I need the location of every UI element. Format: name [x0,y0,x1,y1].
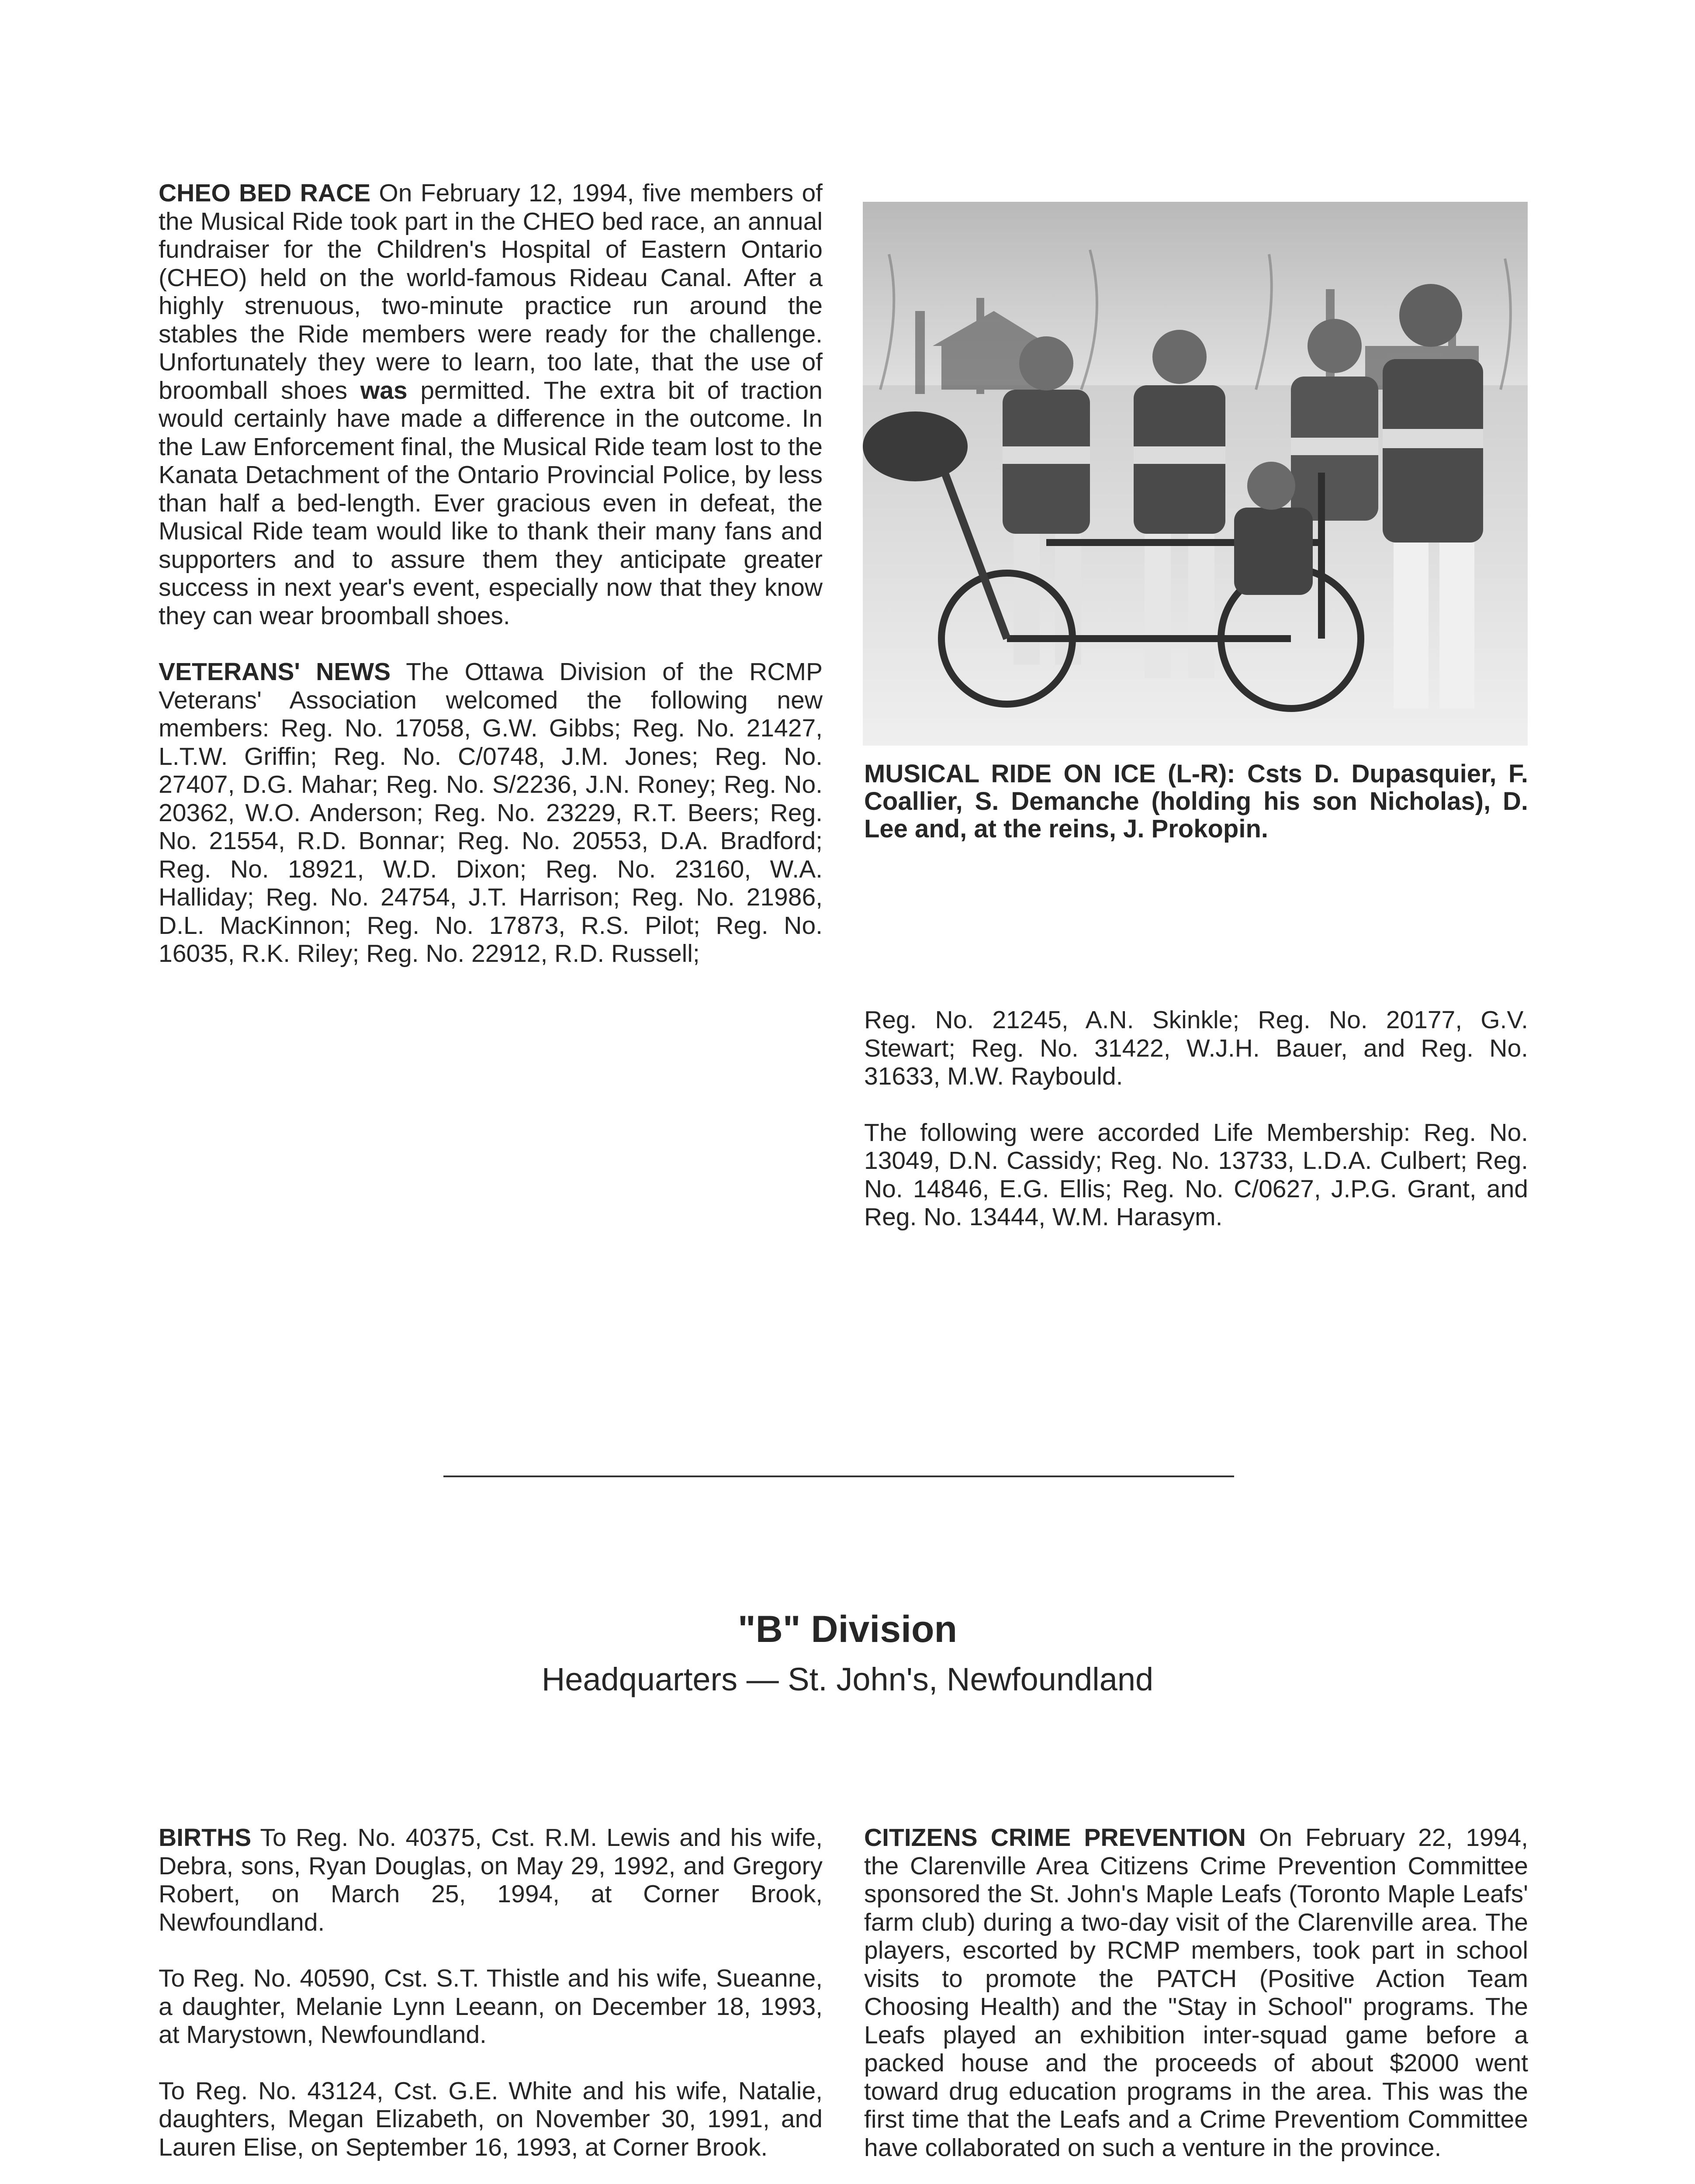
crime-prevention-body: On February 22, 1994, the Clarenville Area Citizens Crime Prevention Committee sponsored the St. John's Maple Leafs (Toronto Maple Leafs' farm club) during a two-day visit of the Clarenville area. The players, escorted by RCMP members, took part in school visits to promote the PATCH (Positive Action Team Choosing Health) and the "Stay in School" programs. The Leafs played an exhibition inter-squad game before a packed house and the proceeds of about $2000 went toward drug education programs in the area. This was the first time that the Leafs and a Crime Preventiom Committee have collaborated on such a venture in the province. [864,1824,1528,2162]
photo-caption: MUSICAL RIDE ON ICE (L-R): Csts D. Dupasquier, F. Coallier, S. Demanche (holding his son Nicholas), D. Lee and, at the reins, J. Prokopin. [864,760,1528,843]
births-body-1: To Reg. No. 40375, Cst. R.M. Lewis and his wife, Debra, sons, Ryan Douglas, on May 29, 1992, and Gregory Robert, on March 25, 1994, at Corner Brook, Newfoundland. [159,1824,823,1936]
musical-ride-photo [863,202,1528,746]
crime-prevention-heading: CITIZENS CRIME PREVENTION [864,1824,1246,1852]
veterans-news-paragraph [159,658,823,968]
division-subtitle: Headquarters — St. John's, Newfoundland [541,1661,1154,1697]
members-continued-paragraph: Reg. No. 21245, A.N. Skinkle; Reg. No. 20177, G.V. Stewart; Reg. No. 31422, W.J.H. Bauer, and Reg. No. 31633, M.W. Raybould. [864,1006,1528,1090]
cheo-body: On February 12, 1994, five members of the Musical Ride took part in the CHEO bed race, an annual fundraiser for the Children's Hospital of Eastern Ontario (CHEO) held on the world-famous Rideau Canal. After a highly strenuous, two-minute practice run around the stables the Ride members were ready for the challenge. Unfortunately they were to learn, too late, that the use of broomball shoes [159,179,823,404]
left-column-bottom [159,1824,823,2161]
left-column-top [159,179,823,968]
births-heading: BIRTHS [159,1824,252,1852]
cheo-emphasis: was [360,376,408,404]
right-column-bottom [864,1824,1528,2162]
right-column-top [864,1006,1528,1231]
births-paragraph-1 [159,1824,823,1936]
crime-prevention-paragraph [864,1824,1528,2162]
veterans-body: The Ottawa Division of the RCMP Veterans' Association welcomed the following new members: Reg. No. 17058, G.W. Gibbs; Reg. No. 21427, L.T.W. Griffin; Reg. No. C/0748, J.M. Jones; Reg. No. 27407, D.G. Mahar; Reg. No. S/2236, J.N. Roney; Reg. No. 20362, W.O. Anderson; Reg. No. 23229, R.T. Beers; Reg. No. 21554, R.D. Bonnar; Reg. No. 20553, D.A. Bradford; Reg. No. 18921, W.D. Dixon; Reg. No. 23160, W.A. Halliday; Reg. No. 24754, J.T. Harrison; Reg. No. 21986, D.L. MacKinnon; Reg. No. 17873, R.S. Pilot; Reg. No. 16035, R.K. Riley; Reg. No. 22912, R.D. Russell; [159,658,823,968]
cheo-bed-race-paragraph [159,179,823,630]
births-paragraph-3: To Reg. No. 43124, Cst. G.E. White and his wife, Natalie, daughters, Megan Elizabeth, on November 30, 1991, and Lauren Elise, on September 16, 1993, at Corner Brook. [159,2077,823,2161]
veterans-heading: VETERANS' NEWS [159,658,391,686]
division-title: "B" Division [737,1608,958,1650]
births-paragraph-2: To Reg. No. 40590, Cst. S.T. Thistle and his wife, Sueanne, a daughter, Melanie Lynn Leeann, on December 18, 1993, at Marystown, Newfoundland. [159,1964,823,2049]
photo-illustration [863,202,1528,746]
cheo-body-end: permitted. The extra bit of traction would certainly have made a difference in the outcome. In the Law Enforcement final, the Musical Ride team lost to the Kanata Detachment of the Ontario Provincial Police, by less than half a bed-length. Ever gracious even in defeat, the Musical Ride team would like to thank their many fans and supporters and to assure them they anticipate greater success in next year's event, especially now that they know they can wear broomball shoes. [159,376,823,630]
section-divider [443,1476,1234,1477]
cheo-heading: CHEO BED RACE [159,179,371,207]
life-membership-paragraph: The following were accorded Life Membership: Reg. No. 13049, D.N. Cassidy; Reg. No. 13733, L.D.A. Culbert; Reg. No. 14846, E.G. Ellis; Reg. No. C/0627, J.P.G. Grant, and Reg. No. 13444, W.M. Harasym. [864,1118,1528,1231]
